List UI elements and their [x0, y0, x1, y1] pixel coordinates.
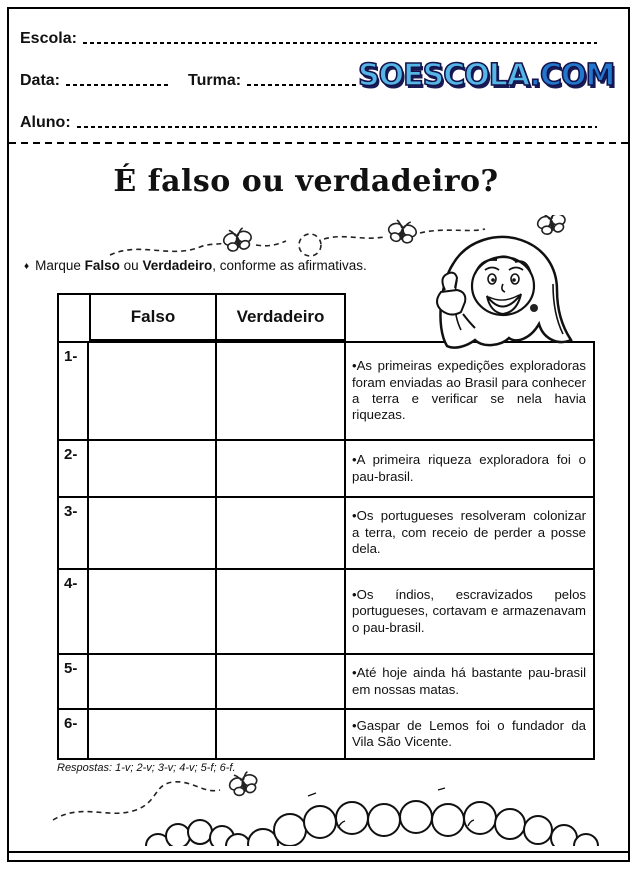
verdadeiro-cell-row-1[interactable] — [217, 343, 346, 439]
escola-row — [20, 30, 601, 48]
row-number: 1- — [59, 343, 89, 439]
row-number: 2- — [59, 441, 89, 496]
aluno-row — [20, 114, 601, 132]
turma-label: Turma: — [188, 72, 242, 89]
butterfly-icon — [221, 227, 255, 254]
table-row — [59, 496, 593, 568]
dotted-trail-bottom — [53, 782, 220, 820]
statement-text: •Até hoje ainda há bastante pau-brasil em nossas matas. — [352, 665, 586, 697]
thumb — [442, 273, 457, 290]
soescola-logo — [358, 58, 615, 93]
column-header-verdadeiro: Verdadeiro — [217, 293, 346, 341]
column-header-falso: Falso — [89, 293, 217, 341]
turma-fill-line[interactable] — [247, 84, 356, 86]
table-corner — [57, 293, 89, 341]
dashed-separator — [9, 142, 628, 144]
bushes-decoration — [8, 762, 629, 856]
dotted-trail-left — [110, 243, 224, 255]
verdadeiro-cell-row-4[interactable] — [217, 570, 346, 653]
diamond-bullet-icon: ♦ — [24, 261, 30, 272]
falso-cell-row-2[interactable] — [89, 441, 217, 496]
instruction-post: , conforme as afirmativas. — [212, 258, 367, 273]
dotted-loop — [299, 234, 321, 256]
falso-cell-row-6[interactable] — [89, 710, 217, 758]
row-number: 4- — [59, 570, 89, 653]
verdadeiro-cell-row-6[interactable] — [217, 710, 346, 758]
answers-key: Respostas: 1-v; 2-v; 3-v; 4-v; 5-f; 6-f. — [57, 762, 236, 774]
row-number: 6- — [59, 710, 89, 758]
verdadeiro-cell-row-3[interactable] — [217, 498, 346, 568]
verdadeiro-cell-row-5[interactable] — [217, 655, 346, 708]
aluno-label: Aluno: — [20, 114, 71, 131]
data-turma-row — [20, 72, 360, 90]
fist — [437, 290, 465, 315]
bottom-double-line — [7, 851, 630, 853]
worksheet-title: É falso ou verdadeiro? — [113, 164, 499, 199]
verdadeiro-cell-row-2[interactable] — [217, 441, 346, 496]
logo-text-com: .COM — [529, 58, 615, 93]
falso-cell-row-1[interactable] — [89, 343, 217, 439]
row-number: 3- — [59, 498, 89, 568]
table-row — [59, 568, 593, 653]
escola-label: Escola: — [20, 30, 77, 47]
escola-fill-line[interactable] — [83, 42, 597, 44]
earring — [530, 304, 538, 312]
falso-cell-row-3[interactable] — [89, 498, 217, 568]
girl-cartoon — [415, 228, 585, 356]
row-number: 5- — [59, 655, 89, 708]
table-row — [59, 439, 593, 496]
butterfly-icon — [226, 769, 262, 798]
aluno-fill-line[interactable] — [77, 126, 597, 128]
falso-cell-row-4[interactable] — [89, 570, 217, 653]
instruction-pre: Marque — [35, 258, 85, 273]
data-label: Data: — [20, 72, 61, 89]
statement-text: •Os portugueses resolveram colonizar a terra, com receio de perder a posse dela. — [352, 508, 586, 557]
statement-text: •Os índios, escravizados pelos portugueses, cortavam e armazenavam o pau-brasil. — [352, 586, 586, 635]
table-row — [59, 708, 593, 758]
table-body — [57, 341, 595, 760]
falso-cell-row-5[interactable] — [89, 655, 217, 708]
table-row — [59, 343, 593, 439]
true-false-table — [57, 293, 595, 760]
logo-text-main: SOESCOLA — [358, 58, 530, 93]
data-fill-line[interactable] — [66, 84, 170, 86]
statement-text: •Gaspar de Lemos foi o fundador da Vila São Vicente. — [352, 717, 586, 749]
instruction-falso: Falso — [84, 258, 120, 273]
statement-text: •A primeira riqueza exploradora foi o pau-brasil. — [352, 452, 586, 484]
instruction-mid: ou — [119, 258, 143, 273]
statement-text: •As primeiras expedições exploradoras foram enviadas ao Brasil para conhecer a terra e verificar se nela havia riquezas. — [352, 358, 586, 423]
table-row — [59, 653, 593, 708]
instruction-verdadeiro: Verdadeiro — [142, 258, 213, 273]
